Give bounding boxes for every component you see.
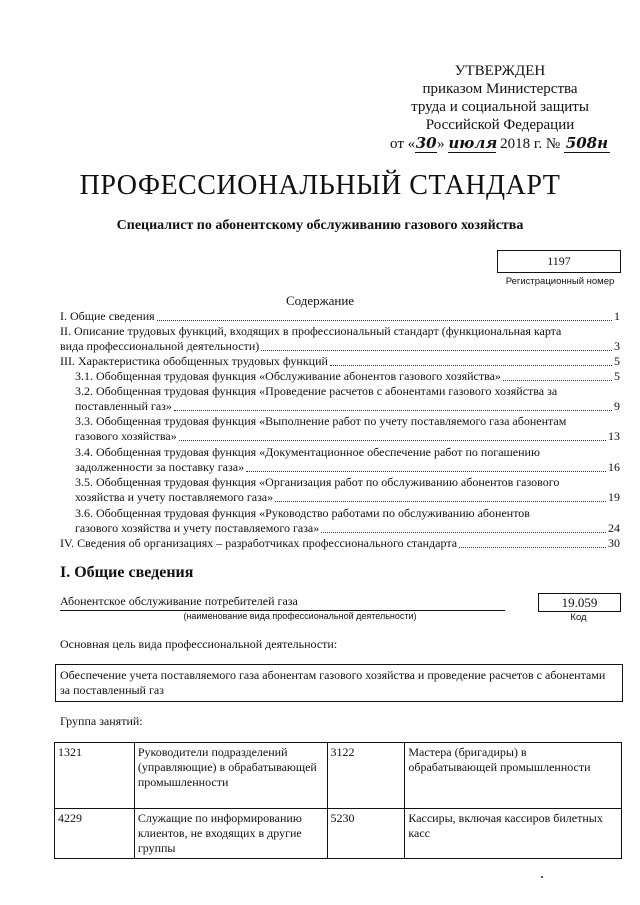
- toc-page-number: 3: [614, 339, 620, 353]
- toc-entry-text: газового хозяйства»: [75, 429, 177, 443]
- toc-entry[interactable]: [60, 354, 620, 369]
- table-row: [55, 809, 622, 859]
- occupation-group-table: [54, 742, 622, 859]
- occupation-name-cell: Мастера (бригадиры) в обрабатывающей промышленности: [405, 743, 622, 809]
- approval-date-prefix: от «: [390, 136, 416, 152]
- toc-dot-leader: [321, 532, 606, 533]
- toc-entry-text: 3.4. Обобщенная трудовая функция «Документационное обеспечение работ по погашению: [75, 445, 540, 459]
- toc-entry[interactable]: [60, 536, 620, 551]
- approval-date-line: [370, 135, 630, 153]
- registration-number-box: 1197: [497, 250, 621, 273]
- toc-entry-text: 3.1. Обобщенная трудовая функция «Обслуживание абонентов газового хозяйства»: [75, 369, 501, 383]
- toc-entry-text: задолженности за поставку газа»: [75, 460, 245, 474]
- toc-entry-text: вида профессиональной деятельности): [60, 339, 260, 353]
- toc-entry-text: 3.2. Обобщенная трудовая функция «Проведение расчетов с абонентами газового хозяйства за: [75, 384, 558, 398]
- occupation-code-cell: 3122: [327, 743, 405, 809]
- toc-page-number: 5: [614, 369, 620, 383]
- goal-text-box: Обеспечение учета поставляемого газа абонентам газового хозяйства и проведение расчетов с абонентами за поставленный газ: [55, 664, 623, 702]
- toc-heading: Содержание: [285, 293, 355, 308]
- toc-page-number: 16: [608, 460, 620, 474]
- occupation-code-cell: 5230: [327, 809, 405, 859]
- toc-page-number: 24: [608, 521, 620, 535]
- standard-subtitle: Специалист по абонентскому обслуживанию газового хозяйства: [116, 218, 524, 233]
- toc-entry[interactable]: [75, 506, 620, 536]
- occupation-name-cell: Кассиры, включая кассиров билетных касс: [405, 809, 622, 859]
- toc-dot-leader: [503, 380, 612, 381]
- approval-line-1: УТВЕРЖДЕН: [454, 63, 546, 79]
- approval-number-handwritten: 508н: [565, 134, 609, 152]
- scan-speck: [541, 876, 543, 878]
- toc-page-number: 9: [614, 399, 620, 413]
- section-1-heading: I. Общие сведения: [60, 564, 194, 581]
- toc-entry[interactable]: [75, 475, 620, 505]
- toc-page-number: 5: [614, 354, 620, 368]
- toc-entry[interactable]: [75, 369, 620, 384]
- approval-line-3: труда и социальной защиты: [411, 99, 589, 115]
- toc-dot-leader: [275, 501, 606, 502]
- toc-page-number: 19: [608, 490, 620, 504]
- toc-entry[interactable]: [75, 414, 620, 444]
- table-row: [55, 743, 622, 809]
- toc-entry-text: I. Общие сведения: [60, 309, 155, 323]
- approval-year: 2018 г. №: [500, 136, 561, 152]
- toc-dot-leader: [246, 471, 606, 472]
- activity-name-caption: (наименование вида профессиональной деятельности): [183, 611, 417, 621]
- toc-entry[interactable]: [60, 324, 620, 354]
- occupation-name-cell: Руководители подразделений (управляющие) в обрабатывающей промышленности: [134, 743, 327, 809]
- toc-entry-text: IV. Сведения об организациях – разработчиках профессионального стандарта: [60, 536, 458, 550]
- toc-entry-text: 3.6. Обобщенная трудовая функция «Руководство работами по обслуживанию абонентов: [75, 506, 530, 520]
- toc-page-number: 1: [614, 309, 620, 323]
- occupation-name-cell: Служащие по информированию клиентов, не входящих в другие группы: [134, 809, 327, 859]
- toc-entry[interactable]: [60, 309, 620, 324]
- toc-entry-text: газового хозяйства и учету поставляемого газа»: [75, 521, 320, 535]
- occupation-code-cell: 4229: [55, 809, 135, 859]
- toc-dot-leader: [261, 350, 612, 351]
- toc-page-number: 13: [608, 429, 620, 443]
- toc-dot-leader: [459, 547, 606, 548]
- approval-date-mid: »: [437, 136, 445, 152]
- activity-code-box: 19.059: [538, 593, 621, 612]
- occupation-group-label: Группа занятий:: [60, 714, 143, 728]
- approval-line-4: Российской Федерации: [425, 117, 575, 133]
- approval-month-handwritten: июля: [448, 134, 498, 152]
- standard-title: ПРОФЕССИОНАЛЬНЫЙ СТАНДАРТ: [79, 170, 561, 201]
- registration-number-label: Регистрационный номер: [505, 276, 615, 287]
- toc-dot-leader: [179, 440, 606, 441]
- occupation-code-cell: 1321: [55, 743, 135, 809]
- toc-entry-text: 3.3. Обобщенная трудовая функция «Выполнение работ по учету поставляемого газа абонентам: [75, 414, 567, 428]
- toc-page-number: 30: [608, 536, 620, 550]
- toc-entry-text: II. Описание трудовых функций, входящих в профессиональный стандарт (функциональная карта: [60, 324, 562, 338]
- toc-entry[interactable]: [75, 445, 620, 475]
- toc-dot-leader: [330, 365, 612, 366]
- goal-label: Основная цель вида профессиональной деятельности:: [60, 637, 338, 651]
- activity-code-label: Код: [570, 612, 587, 623]
- toc-entry[interactable]: [75, 384, 620, 414]
- toc-entry-text: 3.5. Обобщенная трудовая функция «Организация работ по обслуживанию абонентов газового: [75, 475, 560, 489]
- toc-entry-text: III. Характеристика обобщенных трудовых функций: [60, 354, 328, 368]
- activity-name-field: Абонентское обслуживание потребителей газа: [60, 594, 505, 611]
- approval-day-handwritten: 30: [415, 134, 437, 152]
- toc-entry-text: поставленный газ»: [75, 399, 172, 413]
- approval-line-2: приказом Министерства: [422, 81, 578, 97]
- toc-dot-leader: [157, 320, 612, 321]
- toc-entry-text: хозяйства и учету поставляемого газа»: [75, 490, 274, 504]
- toc-dot-leader: [174, 410, 612, 411]
